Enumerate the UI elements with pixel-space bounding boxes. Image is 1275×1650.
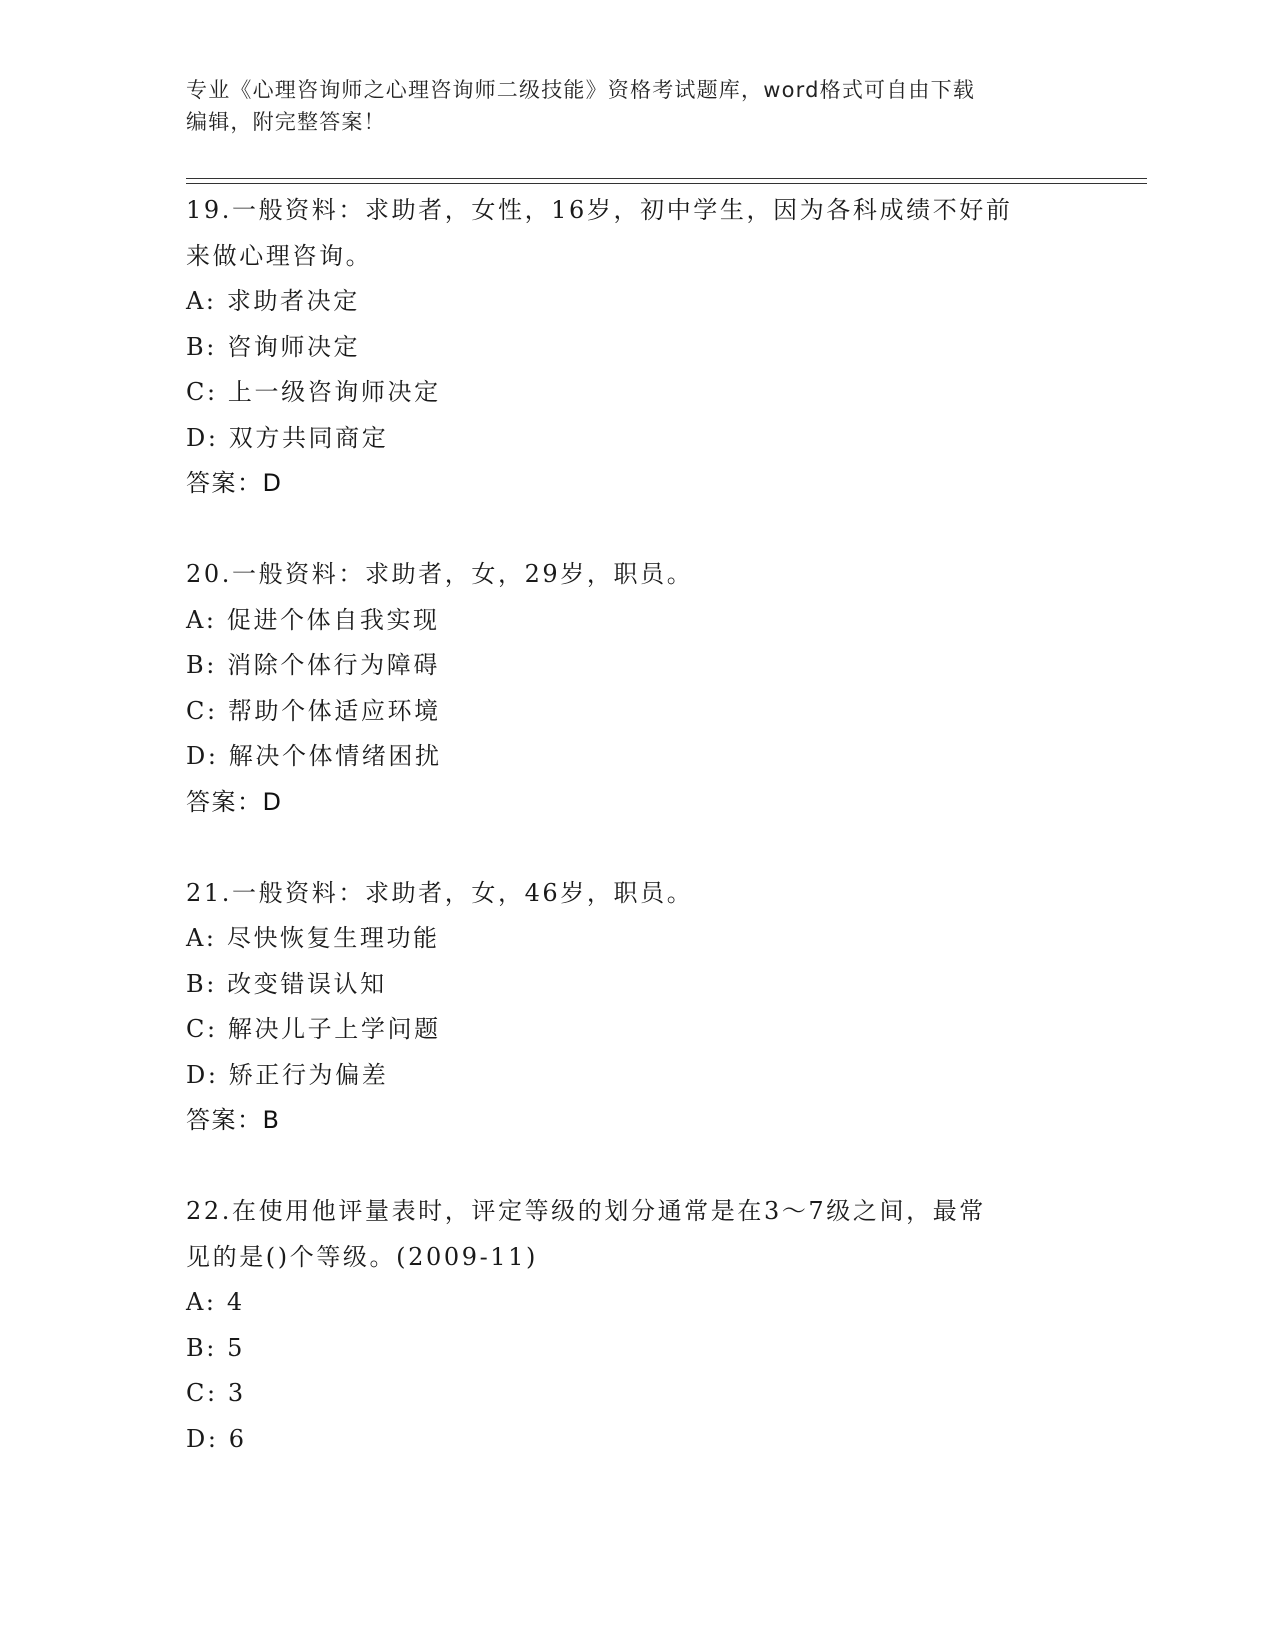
question-text-continued: 来做心理咨询。: [186, 241, 373, 270]
question-text-continued: 见的是()个等级。(2009-11): [186, 1242, 538, 1271]
option-list: [186, 916, 1086, 1098]
question-21: [186, 871, 1086, 1144]
option-d: D: 解决个体情绪困扰: [186, 742, 442, 770]
answer: 答案：D: [186, 787, 283, 816]
option-list: [186, 1280, 1086, 1462]
answer: 答案：D: [186, 469, 283, 497]
question-text: 22.在使用他评量表时，评定等级的划分通常是在3～7级之间，最常: [186, 1197, 986, 1225]
spacer: [186, 507, 1086, 553]
option-c: C: 3: [186, 1379, 246, 1407]
option-a: A: 求助者决定: [186, 287, 360, 315]
header-divider-top: [186, 178, 1147, 179]
question-text: 21.一般资料：求助者，女，46岁，职员。: [186, 878, 694, 907]
question-text: 20.一般资料：求助者，女，29岁，职员。: [186, 560, 694, 588]
answer: 答案：B: [186, 1106, 281, 1134]
question-22: [186, 1189, 1086, 1462]
spacer: [186, 1144, 1086, 1190]
option-c: C: 上一级咨询师决定: [186, 378, 441, 406]
option-b: B: 改变错误认知: [186, 969, 387, 998]
option-list: [186, 598, 1086, 780]
option-d: D: 双方共同商定: [186, 423, 389, 452]
option-c: C: 解决儿子上学问题: [186, 1015, 441, 1043]
option-b: B: 消除个体行为障碍: [186, 651, 440, 679]
option-list: [186, 279, 1086, 461]
question-19: [186, 188, 1086, 507]
option-d: D: 6: [186, 1424, 247, 1453]
header-divider-bottom: [186, 183, 1147, 184]
option-b: B: 5: [186, 1333, 246, 1362]
spacer: [186, 825, 1086, 871]
option-d: D: 矫正行为偏差: [186, 1060, 389, 1089]
option-c: C: 帮助个体适应环境: [186, 696, 441, 725]
option-b: B: 咨询师决定: [186, 332, 361, 361]
question-list: [186, 188, 1086, 1462]
header-line-1: 专业《心理咨询师之心理咨询师二级技能》资格考试题库，word格式可自由下载: [186, 78, 976, 102]
question-20: [186, 552, 1086, 825]
question-text: 19.一般资料：求助者，女性，16岁，初中学生，因为各科成绩不好前: [186, 196, 1013, 224]
option-a: A: 尽快恢复生理功能: [186, 924, 440, 952]
option-a: A: 促进个体自我实现: [186, 605, 440, 634]
document-header: [186, 74, 1086, 138]
option-a: A: 4: [186, 1288, 245, 1316]
header-line-2: 编辑，附完整答案！: [186, 110, 386, 134]
